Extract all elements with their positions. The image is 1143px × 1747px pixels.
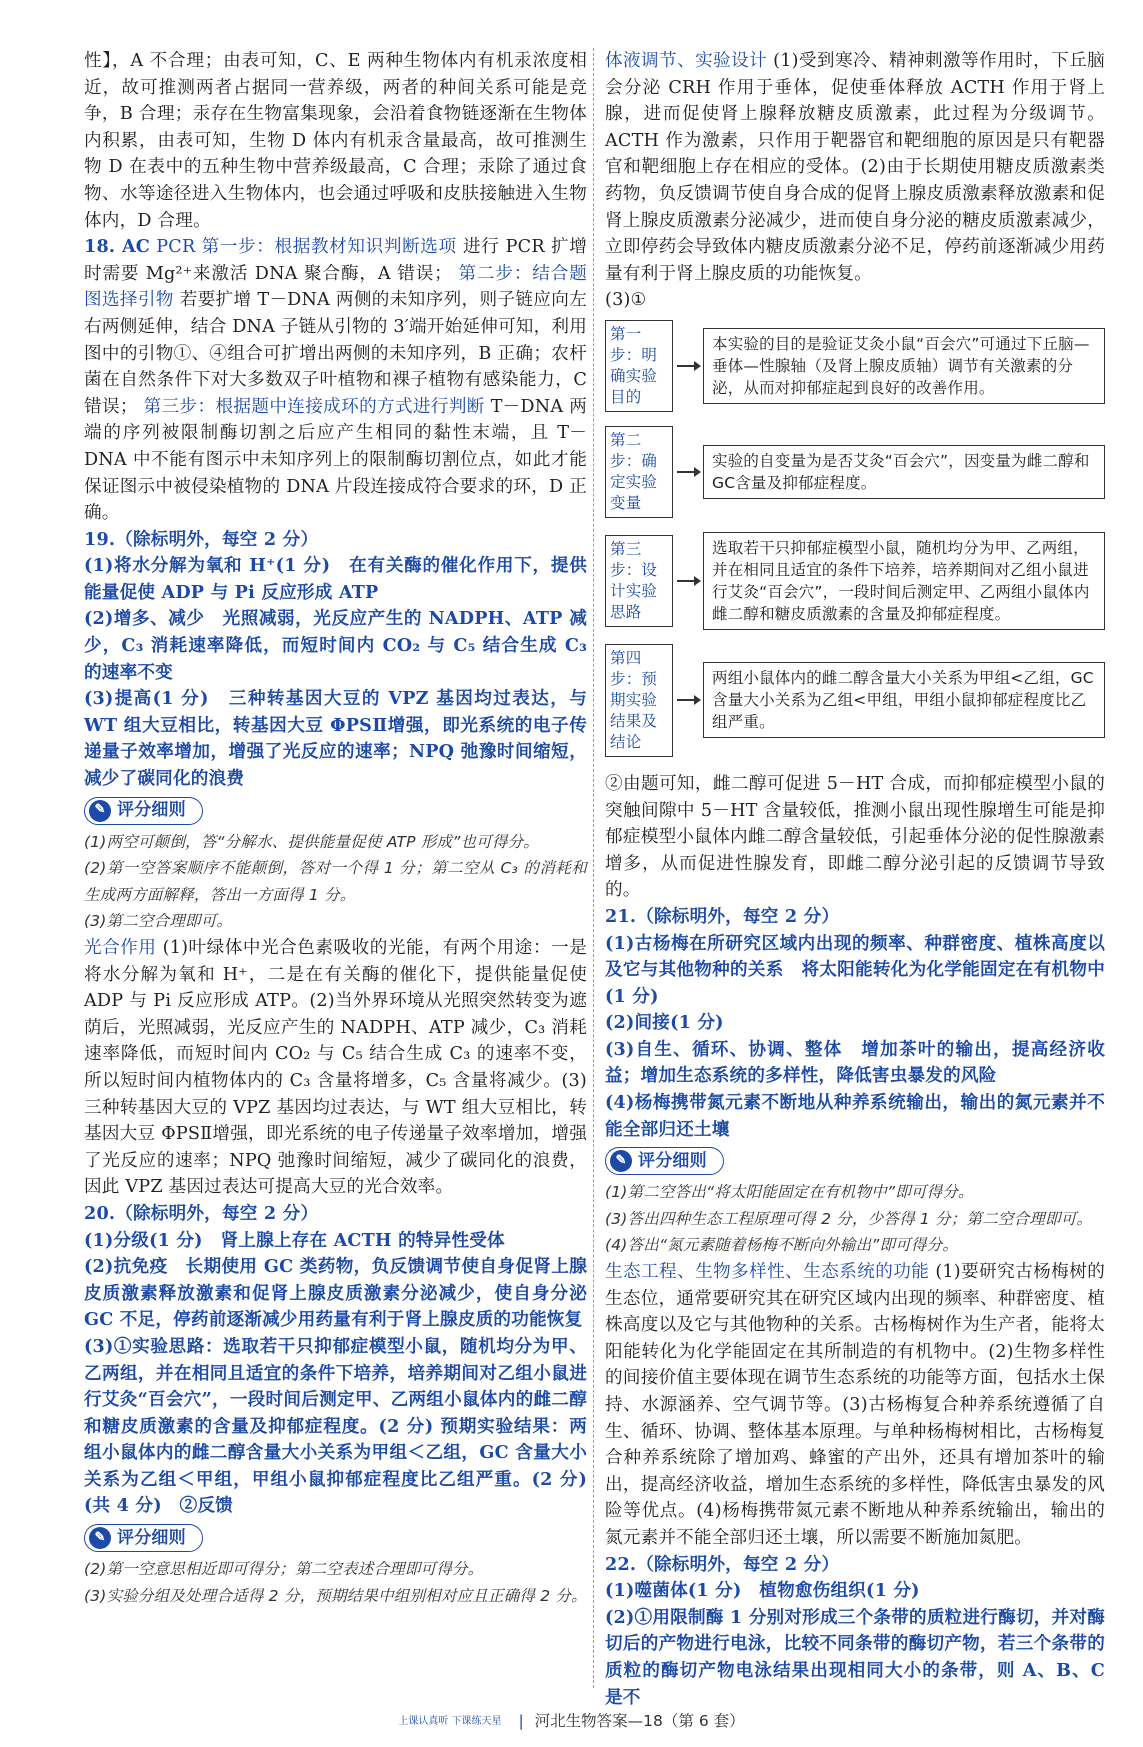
q21-rule-3: (4)答出“氮元素随着杨梅不断向外输出”即可得分。	[605, 1236, 959, 1255]
q20-explanation	[605, 48, 1105, 287]
q20-part3-label: (3)①	[605, 290, 647, 311]
q21-rule-2: (3)答出四种生态工程原理可得 2 分，少答得 1 分；第二空合理即可。	[605, 1209, 1093, 1228]
q18-step2: 第二步：结合题图选择引物	[84, 263, 587, 311]
q21-explanation	[605, 1259, 1105, 1552]
flow-step-content: 本实验的目的是验证艾灸小鼠“百会穴”可通过下丘脑—垂体—性腺轴（及肾上腺皮质轴）调节有关激素的分泌，从而对抑郁症起到良好的改善作用。	[703, 328, 1105, 404]
q21-answer-4: (4)杨梅携带氮元素不断地从种养系统输出，输出的氮元素并不能全部归还土壤	[605, 1092, 1105, 1140]
q17-tail: 性】，A 不合理；由表可知，C、E 两种生物体内有机汞浓度相近，故可推测两者占据同一营养级，两者的种间关系可能是竞争，B 合理；汞存在生物富集现象，会沿着食物链逐渐在生物体内积累，由表可知，生物 D 体内有机汞含量最高，故可推测生物 D 在表中的五种生物中营养级最高，C 合理；汞除了通过食物、水等途径进入生物体内，也会通过呼吸和皮肤接触进入生物体内，D 合理。	[84, 51, 587, 231]
q20-rule-1: (2)第一空意思相近即可得分；第二空表述合理即可得分。	[84, 1560, 484, 1579]
flow-step-label: 第三步：设计实验思路	[605, 535, 673, 627]
arrow-right-icon	[677, 471, 699, 473]
q19-heading: 19.（除标明外，每空 2 分）	[84, 528, 319, 550]
q19-explanation	[84, 935, 587, 1201]
arrow-right-icon	[677, 699, 699, 701]
q20-explanation-text: (1)受到寒冷、精神刺激等作用时，下丘脑会分泌 CRH 作用于垂体，促使垂体释放 ACTH 作用于肾上腺，进而促使肾上腺释放糖皮质激素，此过程为分级调节。ACTH 作为激素，只作用于靶器官和靶细胞的原因是只有靶器官和靶细胞上存在相应的受体。(2)由于长期使用糖皮质激素类药物，负反馈调节使自身合成的促肾上腺皮质激素释放激素和促肾上腺皮质激素分泌减少，进而使自身分泌的糖皮质激素减少，立即停药会导致体内糖皮质激素分泌不足，停药前逐渐减少用药量有利于肾上腺皮质的功能恢复。	[605, 51, 1105, 284]
q21-knowledge-tag: 生态工程、生物多样性、生态系统的功能	[605, 1262, 930, 1283]
q21-answer-2: (2)间接(1 分)	[605, 1012, 724, 1034]
footer-separator: |	[518, 1712, 524, 1730]
q19-explanation-text: (1)叶绿体中光合色素吸收的光能，有两个用途：一是将水分解为氧和 H⁺，二是在有关酶的催化下，提供能量促使 ADP 与 Pi 反应形成 ATP。(2)当外界环境从光照突然转变为遮荫后，光照减弱，光反应产生的 NADPH、ATP 减少，C₃ 消耗速率降低，而短时间内 CO₂ 与 C₅ 结合生成 C₃ 的速率不变，所以短时间内植物体内的 C₃ 含量将增多，C₅ 含量将减少。(3)三种转基因大豆的 VPZ 基因均过表达，与 WT 组大豆相比，转基因大豆 ΦPSⅡ增强，即光系统的电子传递量子效率增加，增强了光反应的速率；NPQ 弛豫时间缩短，减少了碳同化的浪费，因此 VPZ 基因过表达可提高大豆的光合效率。	[84, 938, 587, 1198]
flow-step-content: 实验的自变量为是否艾灸“百会穴”，因变量为雌二醇和GC含量及抑郁症程度。	[703, 445, 1105, 499]
q19-answer-3: (3)提高(1 分) 三种转基因大豆的 VPZ 基因均过表达，与 WT 组大豆相比，转基因大豆 ΦPSⅡ增强，即光系统的电子传递量子效率增加，增强了光反应的速率；NPQ 弛豫时间缩短，减少了碳同化的浪费	[84, 688, 587, 790]
flow-step	[605, 644, 1105, 757]
q21-heading: 21.（除标明外，每空 2 分）	[605, 905, 840, 927]
q21-rule-1: (1)第二空答出“将太阳能固定在有机物中”即可得分。	[605, 1183, 974, 1202]
flow-step	[605, 320, 1105, 412]
q18-text3: T－DNA 两端的序列被限制酶切割之后应产生相同的黏性末端，且 T－DNA 中不能有图示中未知序列上的限制酶切割位点，如此才能保证图示中被侵染植物的 DNA 片段连接成符合要求的环，D 正确。	[84, 396, 587, 524]
q18-text2: 若要扩增 T－DNA 两侧的未知序列，则子链应向左右两侧延伸，结合 DNA 子链从引物的 3′端开始延伸可知，利用图中的引物①、④组合可扩增出两侧的未知序列，B 正确；农杆菌在自然条件下对大多数双子叶植物和裸子植物有感染能力，C 错误；	[84, 290, 587, 417]
q22-answer-1: (1)噬菌体(1 分) 植物愈伤组织(1 分)	[605, 1580, 920, 1602]
flow-step	[605, 532, 1105, 630]
flow-step-label: 第四步：预期实验结果及结论	[605, 644, 673, 757]
q20-rule-2: (3)实验分组及处理合适得 2 分，预期结果中组别相对应且正确得 2 分。	[84, 1586, 587, 1605]
pencil-icon: ✎	[610, 1150, 632, 1172]
q21-answer-3: (3)自生、循环、协调、整体 增加茶叶的输出，提高经济收益；增加生态系统的多样性，降低害虫暴发的风险	[605, 1038, 1105, 1087]
column-divider	[593, 48, 594, 1688]
q21-answer-1: (1)古杨梅在所研究区域内出现的频率、种群密度、植株高度以及它与其他物种的关系 将太阳能转化为化学能固定在有机物中(1 分)	[605, 932, 1105, 1007]
scoring-badge-3	[605, 1147, 724, 1175]
scoring-badge-label: 评分细则	[638, 1150, 707, 1171]
flow-step-content: 选取若干只抑郁症模型小鼠，随机均分为甲、乙两组，并在相同且适宜的条件下培养，培养期间对乙组小鼠进行艾灸“百会穴”，一段时间后测定甲、乙两组小鼠体内雌二醇和糖皮质激素的含量及抑郁症程度。	[703, 532, 1105, 630]
pencil-icon: ✎	[89, 800, 111, 822]
q22-heading: 22.（除标明外，每空 2 分）	[605, 1553, 840, 1575]
footer-title: 河北生物答案—18（第 6 套）	[534, 1712, 745, 1730]
flow-step	[605, 426, 1105, 518]
arrow-right-icon	[677, 580, 699, 582]
q21-explanation-text: (1)要研究古杨梅树的生态位，通常要研究其在研究区域内出现的频率、种群密度、植株高度以及它与其他物种的关系。古杨梅树作为生产者，能将太阳能转化为化学能固定在其所制造的有机物中。(2)生物多样性的间接价值主要体现在调节生态系统的功能等方面，包括水土保持、水源涵养、空气调节等。(3)古杨梅复合种养系统遵循了自生、循环、协调、整体基本原理。与单种杨梅树相比，古杨梅复合种养系统除了增加鸡、蜂蜜的产出外，还具有增加茶叶的输出，提高经济收益，增加生态系统的多样性，降低害虫暴发的风险等优点。(4)杨梅携带氮元素不断地从种养系统输出，输出的氮元素并不能全部归还土壤，所以需要不断施加氮肥。	[605, 1262, 1106, 1548]
q18-step1: 第一步：根据教材知识判断选项	[201, 237, 457, 258]
pencil-icon: ✎	[89, 1527, 111, 1549]
flow-step-content: 两组小鼠体内的雌二醇含量大小关系为甲组<乙组，GC含量大小关系为乙组<甲组，甲组小鼠抑郁症程度比乙组严重。	[703, 662, 1105, 738]
scoring-badge	[84, 797, 203, 825]
q19-knowledge-tag: 光合作用	[84, 938, 157, 958]
q19-rule-2: (2)第一空答案顺序不能颠倒，答对一个得 1 分；第二空从 C₃ 的消耗和生成两方面解释，答出一方面得 1 分。	[84, 859, 587, 904]
q19-answer-2: (2)增多、减少 光照减弱，光反应产生的 NADPH、ATP 减少，C₃ 消耗速率降低，而短时间内 CO₂ 与 C₅ 结合生成 C₃ 的速率不变	[84, 608, 587, 683]
q18-step3: 第三步：根据题中连接成环的方式进行判断	[143, 396, 485, 417]
q20-part3-2: ②由题可知，雌二醇可促进 5－HT 合成，而抑郁症模型小鼠的突触间隙中 5－HT 含量较低，推测小鼠出现性腺增生可能是抑郁症模型小鼠体内雌二醇含量较低，引起垂体分泌的促性腺激素增多，从而促进性腺发育，即雌二醇分泌引起的反馈调节导致的。	[605, 773, 1105, 901]
scoring-badge-2	[84, 1524, 203, 1552]
q19-answer-1: (1)将水分解为氧和 H⁺(1 分) 在有关酶的催化作用下，提供能量促使 ADP 与 Pi 反应形成 ATP	[84, 555, 587, 603]
experiment-flowchart	[605, 320, 1105, 757]
q18-text1: 进行 PCR 扩增时需要 Mg²⁺来激活 DNA 聚合酶，A 错误；	[84, 237, 588, 284]
flow-step-label: 第二步：确定实验变量	[605, 426, 673, 518]
q20-knowledge-tag: 体液调节、实验设计	[605, 51, 768, 71]
page-footer	[0, 1709, 1143, 1731]
q19-rule-3: (3)第二空合理即可。	[84, 912, 233, 931]
scoring-badge-label: 评分细则	[117, 1527, 186, 1548]
q18-block	[84, 234, 587, 527]
q19-rule-1: (1)两空可颠倒，答“分解水、提供能量促使 ATP 形成”也可得分。	[84, 832, 539, 851]
q22-answer-2: (2)①用限制酶 1 分别对形成三个条带的质粒进行酶切，并对酶切后的产物进行电泳，比较不同条带的酶切产物，若三个条带的质粒的酶切产物电泳结果出现相同大小的条带，则 A、B、C 是不	[605, 1606, 1105, 1708]
q20-heading: 20.（除标明外，每空 2 分）	[84, 1202, 319, 1224]
q20-answer-1: (1)分级(1 分) 肾上腺上存在 ACTH 的特异性受体	[84, 1229, 505, 1251]
scoring-badge-label: 评分细则	[117, 800, 186, 821]
publisher-logo: 上课认真听 下课练天星	[398, 1716, 502, 1727]
q20-answer-3: (3)①实验思路：选取若干只抑郁症模型小鼠，随机均分为甲、乙两组，并在相同且适宜的条件下培养，培养期间对乙组小鼠进行艾灸“百会穴”，一段时间后测定甲、乙两组小鼠体内的雌二醇和糖皮质激素的含量及抑郁症程度。(2 分) 预期实验结果：两组小鼠体内的雌二醇含量大小关系为甲组＜乙组，GC 含量大小关系为乙组＜甲组，甲组小鼠抑郁症程度比乙组严重。(2 分)(共 4 分) ②反馈	[84, 1335, 587, 1517]
q18-knowledge-tag: PCR	[156, 237, 196, 258]
left-column	[84, 48, 587, 1609]
arrow-right-icon	[677, 365, 699, 367]
q20-answer-2: (2)抗免疫 长期使用 GC 类药物，负反馈调节使自身促肾上腺皮质激素释放激素和促肾上腺皮质激素分泌减少，使自身分泌 GC 不足，停药前逐渐减少用药量有利于肾上腺皮质的功能恢复	[84, 1256, 587, 1331]
flow-step-label: 第一步：明确实验目的	[605, 320, 673, 412]
q18-answer: 18. AC	[84, 236, 151, 258]
right-column	[605, 48, 1105, 1711]
